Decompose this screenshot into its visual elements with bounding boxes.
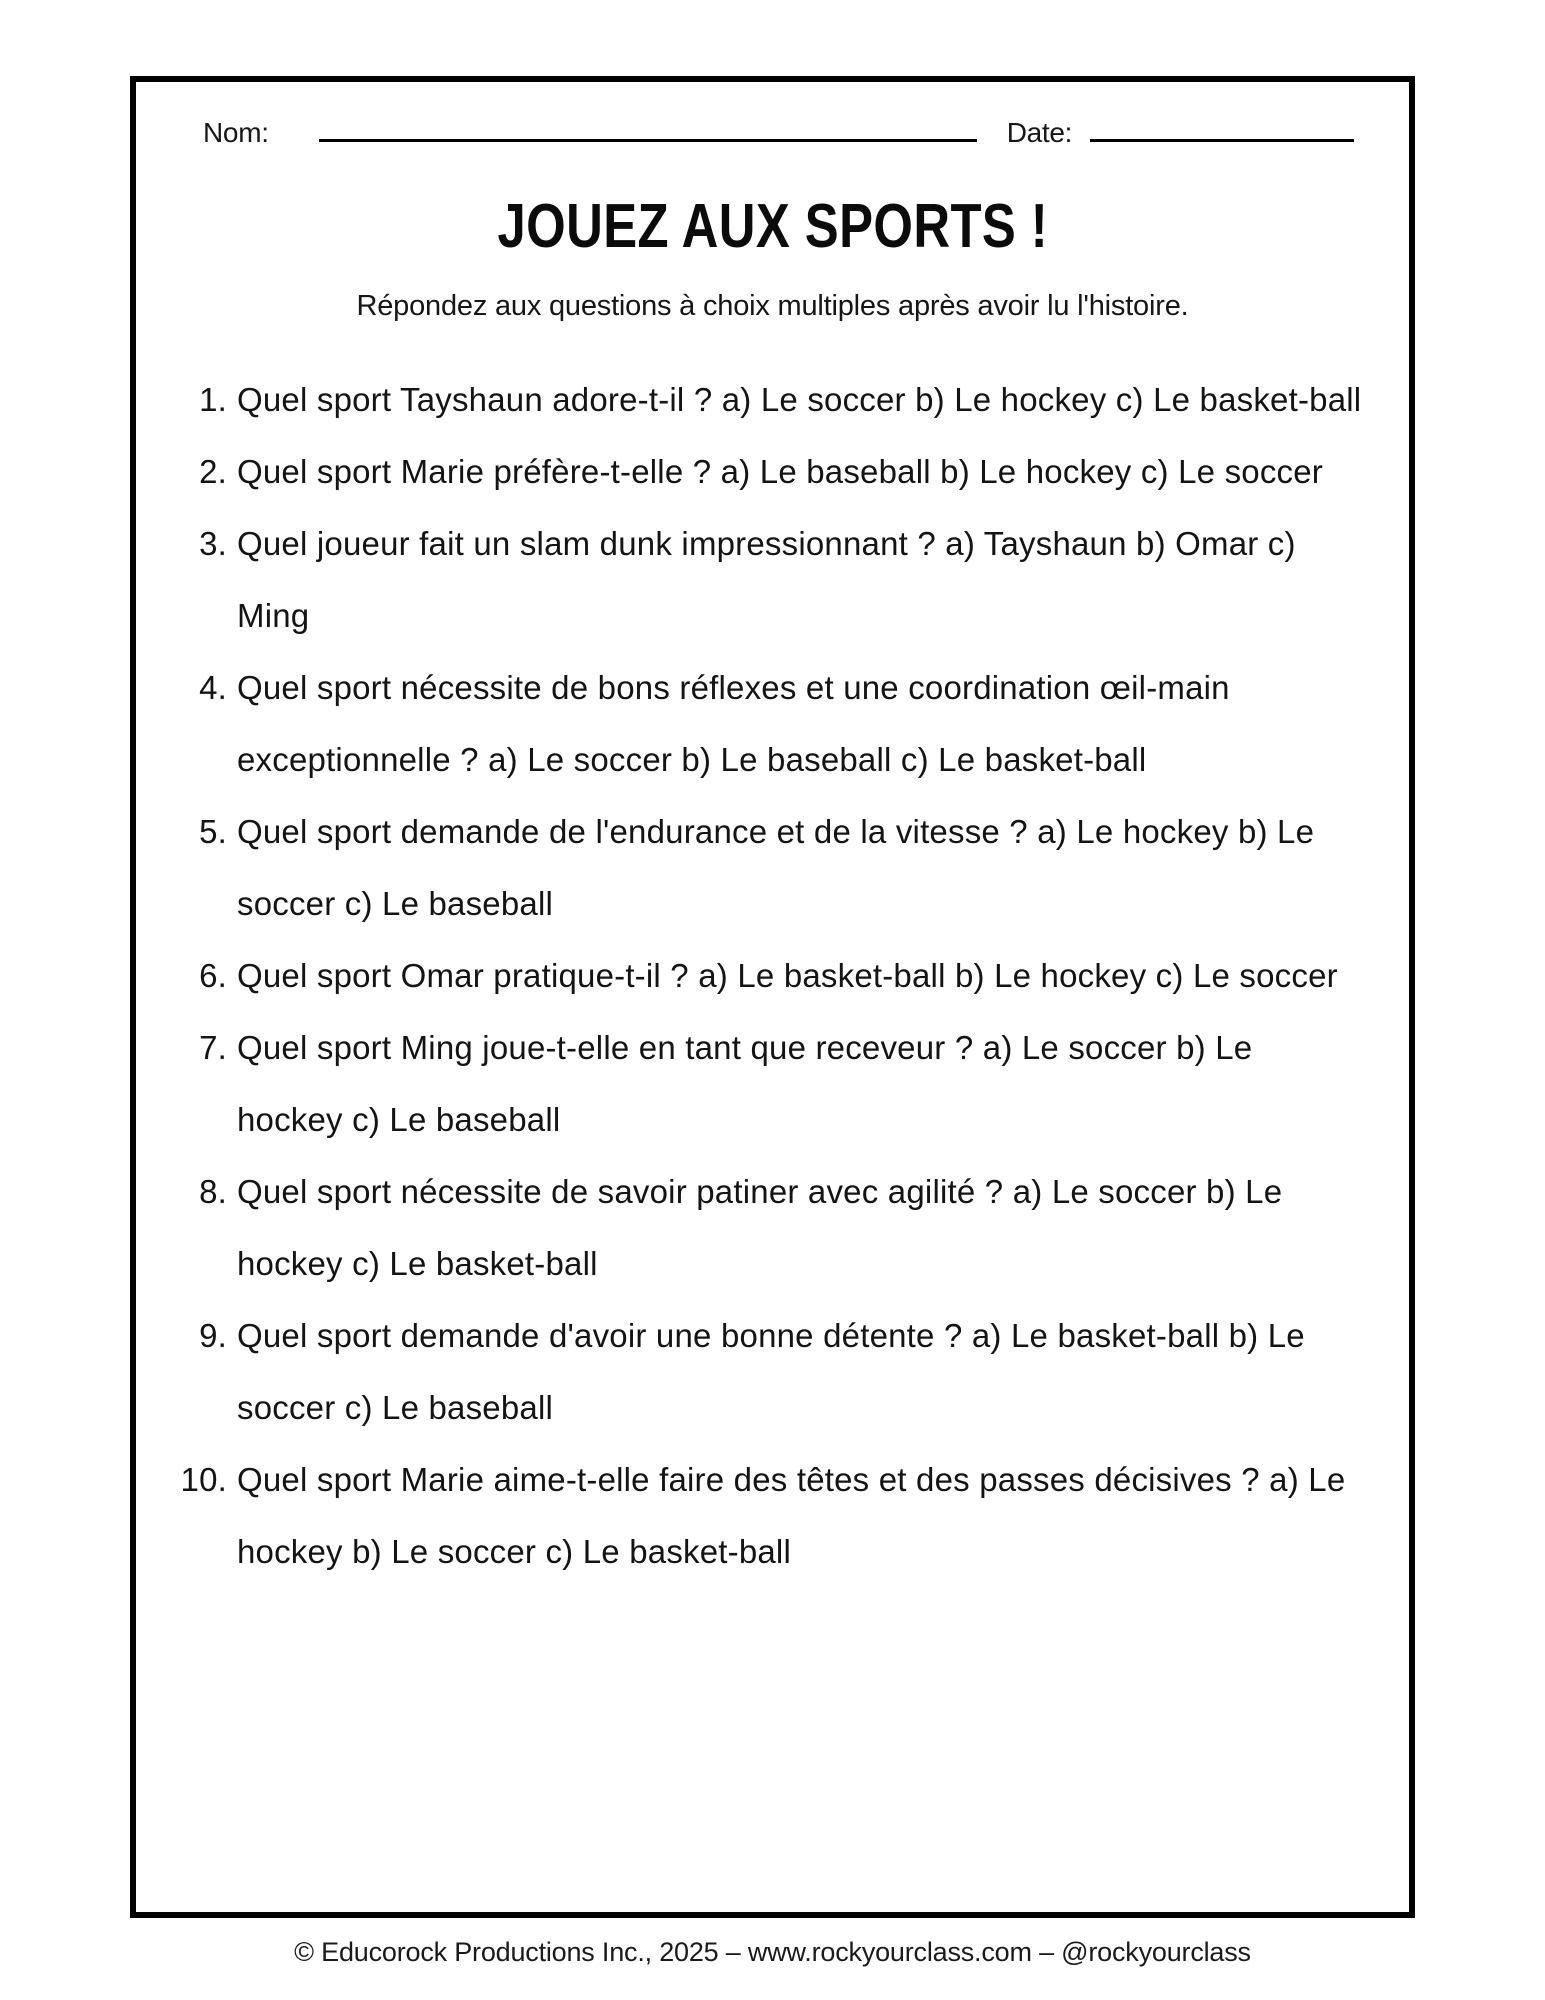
question-text: Quel sport Marie aime-t-elle faire des têtes et des passes décisives ? a) Le hockey b) Le soccer c) Le basket-ball (237, 1461, 1346, 1570)
question-text: Quel sport nécessite de savoir patiner avec agilité ? a) Le soccer b) Le hockey c) Le basket-ball (237, 1173, 1283, 1282)
name-date-row (203, 118, 1409, 148)
question-text: Quel joueur fait un slam dunk impressionnant ? a) Tayshaun b) Omar c) Ming (237, 525, 1296, 634)
question-item (237, 436, 1362, 508)
question-item (237, 1156, 1362, 1300)
footer-credit: © Educorock Productions Inc., 2025 – www.rockyourclass.com – @rockyourclass (294, 1937, 1251, 1967)
date-fill-line (1090, 118, 1354, 142)
page-title: JOUEZ AUX SPORTS ! (497, 192, 1048, 261)
question-text: Quel sport Ming joue-t-elle en tant que receveur ? a) Le soccer b) Le hockey c) Le baseball (237, 1029, 1253, 1138)
question-list (136, 364, 1362, 1588)
title-wrap (136, 194, 1409, 260)
worksheet-frame (130, 76, 1415, 1918)
question-text: Quel sport Marie préfère-t-elle ? a) Le baseball b) Le hockey c) Le soccer (237, 453, 1323, 490)
instructions-subtitle: Répondez aux questions à choix multiples après avoir lu l'histoire. (356, 290, 1189, 322)
question-item (237, 1012, 1362, 1156)
nom-label: Nom: (203, 117, 269, 148)
question-item (237, 652, 1362, 796)
question-text: Quel sport Omar pratique-t-il ? a) Le basket-ball b) Le hockey c) Le soccer (237, 957, 1338, 994)
question-text: Quel sport nécessite de bons réflexes et une coordination œil-main exceptionnelle ? a) Le soccer b) Le baseball c) Le basket-ball (237, 669, 1230, 778)
question-text: Quel sport Tayshaun adore-t-il ? a) Le soccer b) Le hockey c) Le basket-ball (237, 381, 1362, 418)
question-text: Quel sport demande d'avoir une bonne détente ? a) Le basket-ball b) Le soccer c) Le baseball (237, 1317, 1305, 1426)
question-item (237, 796, 1362, 940)
question-item (237, 508, 1362, 652)
date-label: Date: (1006, 117, 1073, 148)
question-text: Quel sport demande de l'endurance et de la vitesse ? a) Le hockey b) Le soccer c) Le baseball (237, 813, 1315, 922)
nom-fill-line (319, 118, 977, 142)
question-item (237, 1444, 1362, 1588)
question-item (237, 364, 1362, 436)
question-item (237, 940, 1362, 1012)
question-item (237, 1300, 1362, 1444)
